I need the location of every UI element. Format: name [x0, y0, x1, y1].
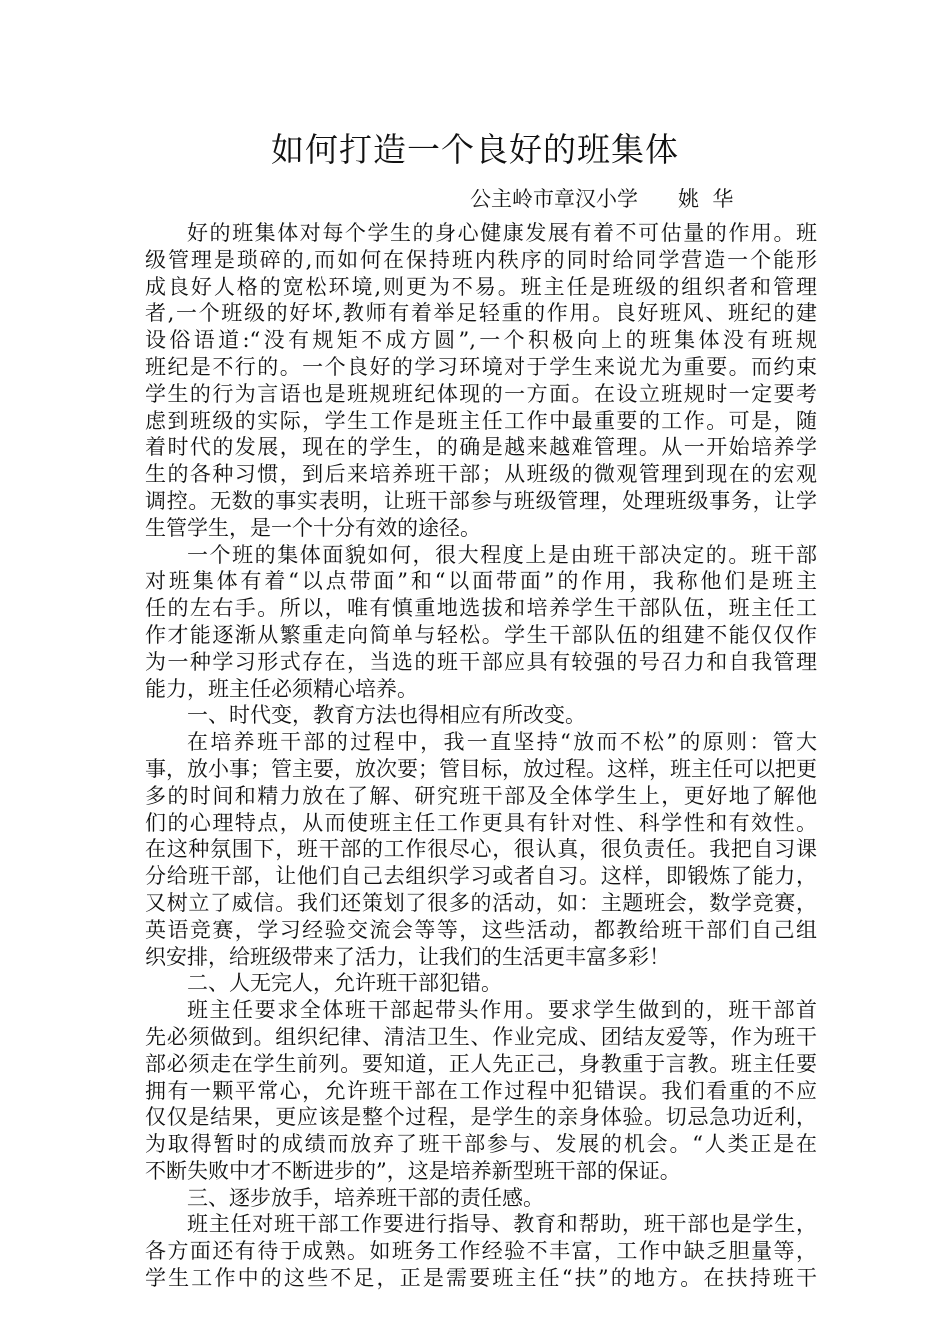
text-line: 在这种氛围下，班干部的工作很尽心，很认真，很负责任。我把自习课 — [145, 837, 817, 862]
text-line: 为一种学习形式存在，当选的班干部应具有较强的号召力和自我管理 — [145, 649, 817, 674]
text-line: 拥有一颗平常心，允许班干部在工作过程中犯错误。我们看重的不应 — [145, 1078, 817, 1103]
text-line: 生的各种习惯，到后来培养班干部；从班级的微观管理到现在的宏观 — [145, 462, 817, 487]
text-line: 一个班的集体面貌如何，很大程度上是由班干部决定的。班干部 — [187, 542, 817, 567]
text-line: 二、人无完人，允许班干部犯错。 — [187, 971, 502, 996]
text-line: 英语竞赛，学习经验交流会等等，这些活动，都教给班干部们自己组 — [145, 917, 817, 942]
text-line: 成良好人格的宽松环境,则更为不易。班主任是班级的组织者和管理 — [145, 274, 817, 299]
text-line: 级管理是琐碎的,而如何在保持班内秩序的同时给同学营造一个能形 — [145, 247, 817, 272]
text-line: 虑到班级的实际，学生工作是班主任工作中最重要的工作。可是，随 — [145, 408, 817, 433]
text-line: 一、时代变，教育方法也得相应有所改变。 — [187, 703, 586, 728]
text-line: 作才能逐渐从繁重走向简单与轻松。学生干部队伍的组建不能仅仅作 — [145, 622, 817, 647]
text-line: 调控。无数的事实表明，让班干部参与班级管理，处理班级事务，让学 — [145, 488, 817, 513]
document-body — [145, 220, 817, 1292]
text-line: 着时代的发展，现在的学生，的确是越来越难管理。从一开始培养学 — [145, 435, 817, 460]
text-line: 能力，班主任必须精心培养。 — [145, 676, 418, 701]
text-line: 多的时间和精力放在了解、研究班干部及全体学生上，更好地了解他 — [145, 783, 817, 808]
text-line: 学生的行为言语也是班规班纪体现的一方面。在设立班规时一定要考 — [145, 381, 817, 406]
text-line: 班主任要求全体班干部起带头作用。要求学生做到的，班干部首 — [187, 998, 817, 1023]
text-line: 织安排，给班级带来了活力，让我们的生活更丰富多彩！ — [145, 944, 670, 969]
text-line: 对班集体有着“以点带面”和“以面带面”的作用，我称他们是班主 — [145, 569, 817, 594]
text-line: 设俗语道:“没有规矩不成方圆”,一个积极向上的班集体没有班规 — [145, 328, 817, 353]
text-line: 各方面还有待于成熟。如班务工作经验不丰富，工作中缺乏胆量等， — [145, 1239, 817, 1264]
text-line: 又树立了威信。我们还策划了很多的活动，如：主题班会，数学竞赛， — [145, 890, 817, 915]
text-line: 任的左右手。所以，唯有慎重地选拔和培养学生干部队伍，班主任工 — [145, 596, 817, 621]
document-title: 如何打造一个良好的班集体 — [271, 130, 679, 169]
text-line: 们的心理特点，从而使班主任工作更具有针对性、科学性和有效性。 — [145, 810, 817, 835]
text-line: 部必须走在学生前列。要知道，正人先正己，身教重于言教。班主任要 — [145, 1051, 817, 1076]
text-line: 分给班干部，让他们自己去组织学习或者自习。这样，即锻炼了能力， — [145, 864, 817, 889]
text-line: 生管学生，是一个十分有效的途径。 — [145, 515, 481, 540]
text-line: 为取得暂时的成绩而放弃了班干部参与、发展的机会。“人类正是在 — [145, 1132, 817, 1157]
text-line: 仅仅是结果，更应该是整个过程，是学生的亲身体验。切忌急功近利， — [145, 1105, 817, 1130]
text-line: 先必须做到。组织纪律、清洁卫生、作业完成、团结友爱等，作为班干 — [145, 1024, 817, 1049]
text-line: 班纪是不行的。一个良好的学习环境对于学生来说尤为重要。而约束 — [145, 354, 817, 379]
text-line: 事，放小事；管主要，放次要；管目标，放过程。这样，班主任可以把更 — [145, 756, 817, 781]
text-line: 学生工作中的这些不足，正是需要班主任“扶”的地方。在扶持班干 — [145, 1266, 817, 1291]
text-line: 三、逐步放手，培养班干部的责任感。 — [187, 1185, 544, 1210]
text-line: 好的班集体对每个学生的身心健康发展有着不可估量的作用。班 — [187, 221, 817, 245]
author-byline: 公主岭市章汉小学 姚 华 — [470, 187, 734, 211]
text-line: 者,一个班级的好坏,教师有着举足轻重的作用。良好班风、班纪的建 — [145, 301, 817, 326]
text-line: 不断失败中才不断进步的”，这是培养新型班干部的保证。 — [145, 1158, 681, 1183]
text-line: 班主任对班干部工作要进行指导、教育和帮助，班干部也是学生， — [187, 1212, 817, 1237]
text-line: 在培养班干部的过程中，我一直坚持“放而不松”的原则：管大 — [187, 730, 817, 755]
